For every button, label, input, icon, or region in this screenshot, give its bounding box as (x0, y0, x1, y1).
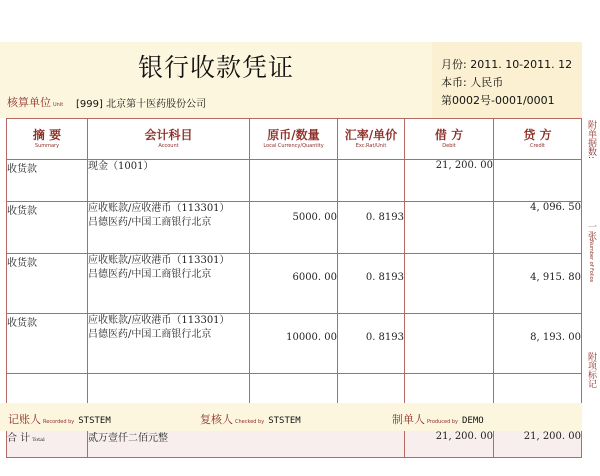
total-in-words: 贰万壹仟二佰元整 (88, 416, 405, 458)
row-rate: 0. 8193 (338, 254, 405, 314)
row-debit (405, 254, 494, 314)
col-quantity: 原币/数量 Local Currency/Quantity (250, 119, 338, 160)
row-account: 应收账款/应收港币（113301） 吕德医药/中国工商银行北京 (88, 254, 250, 314)
currency-text: 本币: 人民币 (441, 76, 504, 89)
table-row (7, 254, 582, 314)
side-note: 附项标记 (586, 352, 596, 388)
table-row (7, 314, 582, 374)
voucher-title: 银行收款凭证 (137, 53, 294, 82)
maker-signature: 制单人 Produced by DEMO (392, 413, 484, 426)
row-summary: 收货款 (7, 254, 88, 314)
row-quantity: 10000. 00 (250, 314, 338, 374)
table-row (7, 160, 582, 202)
row-rate: 0. 8193 (338, 202, 405, 254)
bookkeeper-signature: 记账人 Recorded by STSTEM (8, 413, 111, 426)
row-account: 应收账款/应收港币（113301） 吕德医药/中国工商银行北京 (88, 202, 250, 254)
row-quantity (250, 160, 338, 202)
total-debit: 21, 200. 00 (405, 416, 494, 458)
row-summary: 收货款 (7, 160, 88, 202)
row-debit (405, 202, 494, 254)
checker-signature: 复核人 Checked by STSTEM (200, 413, 301, 426)
row-account: 应收账款/应收港币（113301） 吕德医药/中国工商银行北京 (88, 314, 250, 374)
col-rate: 汇率/单价 Exc.Rat/Unit (338, 119, 405, 160)
side-attachments-label: 附单据数: (586, 120, 596, 160)
row-account: 现金（1001） (88, 160, 250, 202)
table-header-row (7, 119, 582, 160)
org-value: [999] 北京第十医药股份公司 (76, 99, 207, 110)
row-debit: 21, 200. 00 (405, 160, 494, 202)
row-summary: 收货款 (7, 314, 88, 374)
col-credit: 贷 方 Credit (494, 119, 582, 160)
voucher-number: 第0002号-0001/0001 (441, 94, 555, 107)
col-account: 会计科目 Account (88, 119, 250, 160)
row-credit: 8, 193. 00 (494, 314, 582, 374)
col-summary: 摘 要 Summary (7, 119, 88, 160)
org-label-en: Unit (53, 102, 64, 108)
org-label (7, 94, 63, 110)
period-text: 月份: 2011. 10-2011. 12 (441, 58, 573, 71)
row-summary: 收货款 (7, 202, 88, 254)
row-credit: 4, 096. 50 (494, 202, 582, 254)
org-label-cn: 核算单位 (7, 96, 51, 109)
row-credit (494, 160, 582, 202)
col-debit: 借 方 Debit (405, 119, 494, 160)
side-attachment-count: 一张Number of Folios (586, 222, 596, 283)
row-debit (405, 314, 494, 374)
table-row (7, 202, 582, 254)
row-rate (338, 160, 405, 202)
total-label: 合 计 Total (7, 416, 88, 458)
row-quantity: 6000. 00 (250, 254, 338, 314)
row-rate: 0. 8193 (338, 314, 405, 374)
row-credit: 4, 915. 80 (494, 254, 582, 314)
row-quantity: 5000. 00 (250, 202, 338, 254)
total-credit: 21, 200. 00 (494, 416, 582, 458)
